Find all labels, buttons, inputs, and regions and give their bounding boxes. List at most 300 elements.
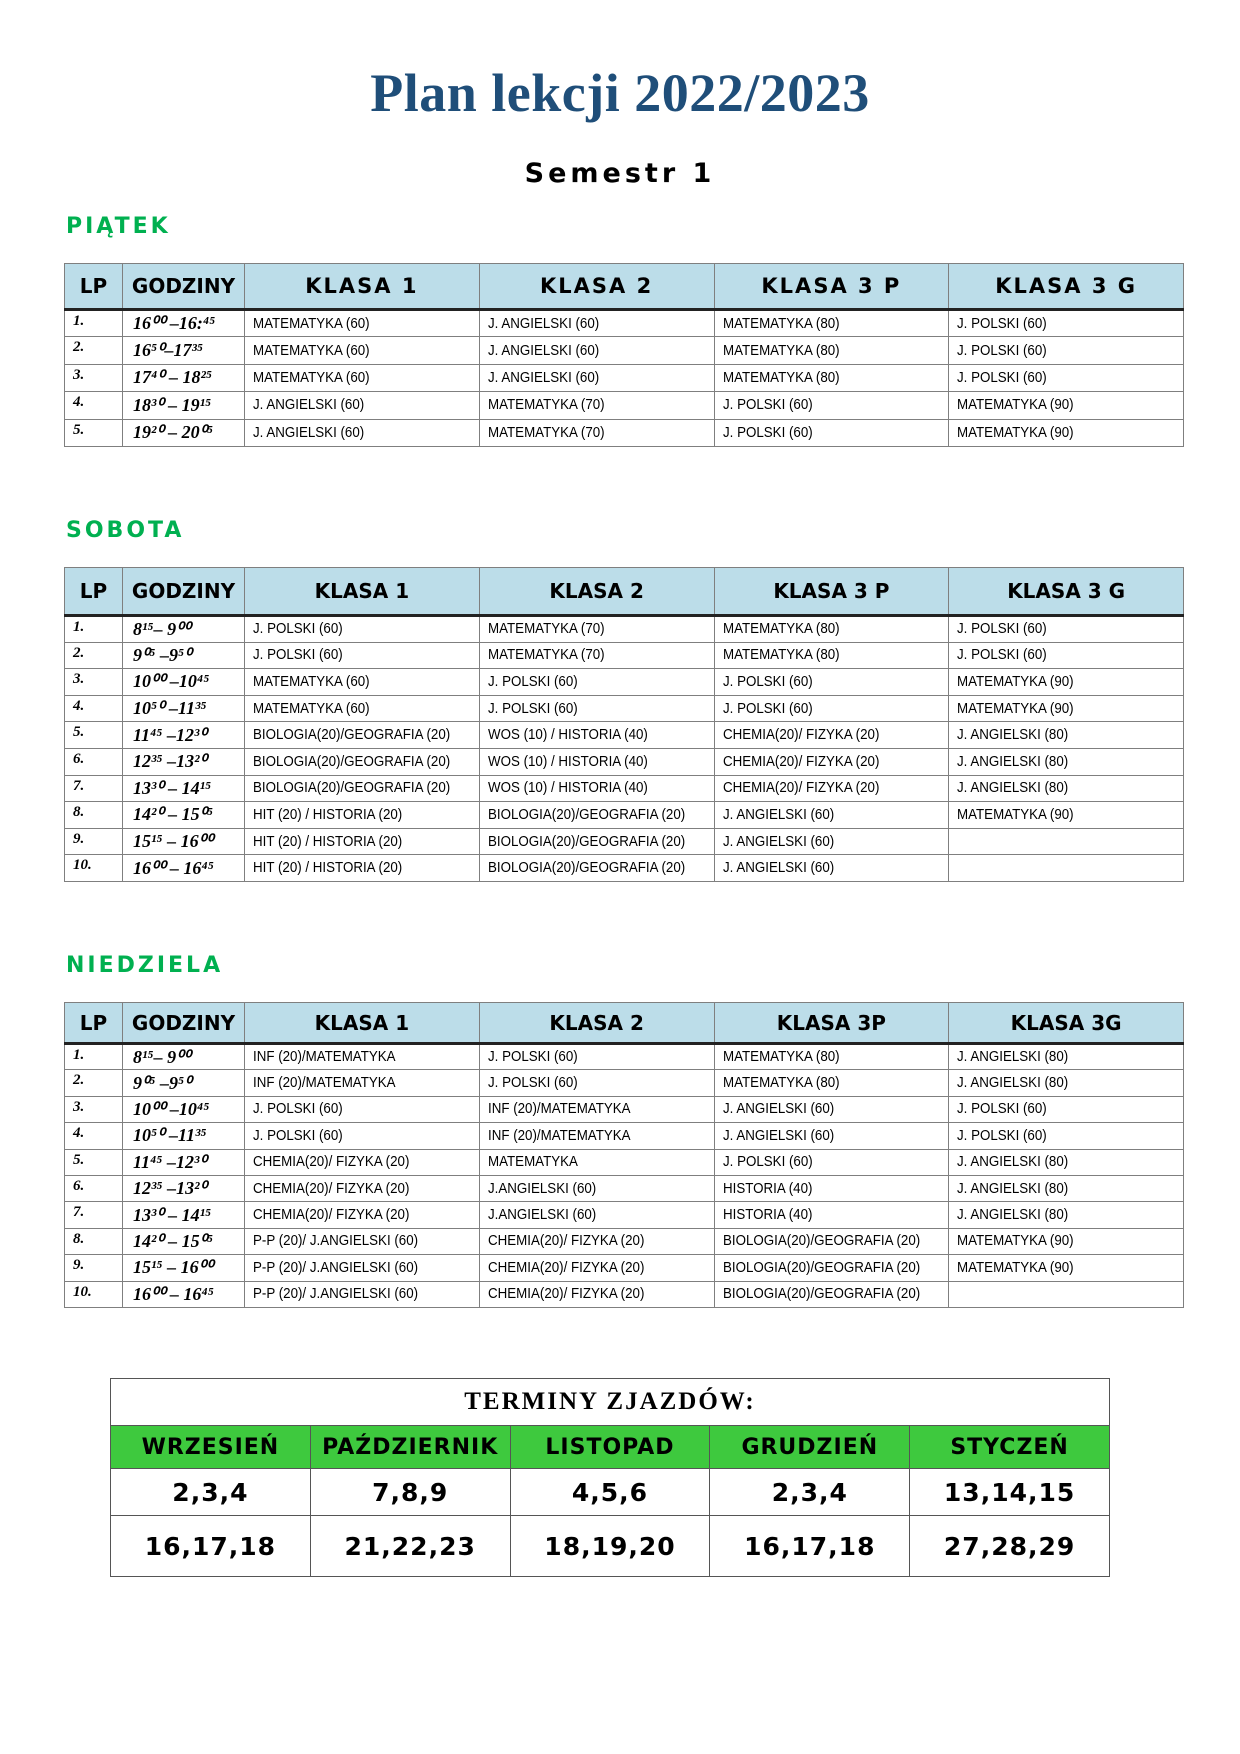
lesson-hours: 9⁰⁵ –9⁵⁰ <box>123 642 245 669</box>
subject-label: P-P (20)/ J.ANGIELSKI (60) <box>253 1286 419 1303</box>
lesson-number: 3. <box>65 669 123 696</box>
subject-cell <box>479 802 714 829</box>
subject-cell <box>245 748 480 775</box>
subject-label: MATEMATYKA (90) <box>957 700 1074 717</box>
subject-cell <box>714 802 949 829</box>
lesson-number: 5. <box>65 419 123 446</box>
subject-label: J. ANGIELSKI (80) <box>957 1207 1069 1224</box>
lesson-number: 3. <box>65 364 123 391</box>
subject-cell <box>245 802 480 829</box>
subject-label: J. ANGIELSKI (80) <box>957 1075 1069 1092</box>
column-header-klasa-3-g: KLASA 3 G <box>949 264 1184 310</box>
subject-label: CHEMIA(20)/ FIZYKA (20) <box>487 1233 645 1250</box>
subject-cell <box>714 722 949 749</box>
lesson-number: 10. <box>65 1281 123 1307</box>
lesson-number: 4. <box>65 1123 123 1149</box>
subject-label: CHEMIA(20)/ FIZYKA (20) <box>722 780 879 797</box>
column-header-klasa-2: KLASA 2 <box>479 1003 714 1044</box>
subject-label: BIOLOGIA(20)/GEOGRAFIA (20) <box>487 860 685 877</box>
subject-label: J. ANGIELSKI (60) <box>253 424 365 441</box>
lesson-hours: 16⁰⁰ – 16⁴⁵ <box>123 1281 245 1307</box>
lesson-hours: 11⁴⁵ –12³⁰ <box>123 722 245 749</box>
subject-label: J. POLSKI (60) <box>957 1101 1047 1118</box>
table-row <box>65 1149 1184 1175</box>
table-row <box>65 722 1184 749</box>
subject-label: MATEMATYKA (90) <box>957 806 1074 823</box>
subject-cell <box>245 1096 480 1122</box>
lesson-hours: 16⁰⁰ – 16⁴⁵ <box>123 855 245 882</box>
page-title: Plan lekcji 2022/2023 <box>370 63 870 123</box>
subject-label: MATEMATYKA (80) <box>722 342 840 359</box>
subject-label: CHEMIA(20)/ FIZYKA (20) <box>722 753 879 770</box>
subject-cell <box>245 310 480 337</box>
column-header-godziny: GODZINY <box>123 568 245 616</box>
subject-label: INF (20)/MATEMATYKA <box>253 1075 396 1092</box>
subject-cell <box>714 642 949 669</box>
subject-label: MATEMATYKA (80) <box>722 1049 840 1066</box>
subject-label: J. ANGIELSKI (80) <box>957 1180 1069 1197</box>
subject-cell <box>949 1044 1184 1070</box>
subject-cell <box>479 310 714 337</box>
subject-label: J. ANGIELSKI (80) <box>957 753 1069 770</box>
subject-label: MATEMATYKA (60) <box>253 369 370 386</box>
subject-label: MATEMATYKA (90) <box>957 424 1074 441</box>
lesson-hours: 10⁰⁰ –10⁴⁵ <box>123 1096 245 1122</box>
column-header-klasa-1: KLASA 1 <box>245 568 480 616</box>
column-header-klasa-3-g: KLASA 3 G <box>949 568 1184 616</box>
meeting-dates: 16,17,18 <box>111 1516 311 1577</box>
subject-cell <box>245 855 480 882</box>
subject-label: MATEMATYKA (70) <box>487 647 605 664</box>
subject-label: J. POLSKI (60) <box>957 369 1047 386</box>
lesson-hours: 14²⁰ – 15⁰⁵ <box>123 1228 245 1254</box>
subject-cell <box>479 1096 714 1122</box>
table-row <box>65 695 1184 722</box>
subject-label: MATEMATYKA (80) <box>722 1075 840 1092</box>
table-row <box>65 1096 1184 1122</box>
subject-label: J. POLSKI (60) <box>957 1127 1047 1144</box>
lesson-hours: 16⁰⁰ –16:⁴⁵ <box>123 310 245 337</box>
lesson-number: 5. <box>65 1149 123 1175</box>
subject-cell <box>245 364 480 391</box>
lesson-number: 1. <box>65 310 123 337</box>
lesson-hours: 13³⁰ – 14¹⁵ <box>123 1202 245 1228</box>
table-row <box>65 642 1184 669</box>
subject-label: J. ANGIELSKI (60) <box>722 1101 834 1118</box>
subject-cell <box>714 775 949 802</box>
subject-cell <box>949 1202 1184 1228</box>
subject-label: BIOLOGIA(20)/GEOGRAFIA (20) <box>722 1233 920 1250</box>
subject-cell <box>949 1228 1184 1254</box>
table-row <box>65 1202 1184 1228</box>
table-row <box>65 419 1184 446</box>
table-row <box>65 775 1184 802</box>
subject-label: HISTORIA (40) <box>722 1180 812 1197</box>
meeting-dates: 18,19,20 <box>510 1516 710 1577</box>
subject-cell <box>479 1281 714 1307</box>
subject-label: J. POLSKI (60) <box>253 1101 343 1118</box>
subject-cell <box>479 1149 714 1175</box>
subject-cell <box>949 642 1184 669</box>
lesson-hours: 15¹⁵ – 16⁰⁰ <box>123 828 245 855</box>
subject-cell <box>245 392 480 419</box>
table-row <box>65 669 1184 696</box>
subject-cell <box>245 1123 480 1149</box>
subject-cell <box>245 695 480 722</box>
column-header-lp: LP <box>65 568 123 616</box>
subject-label: J. POLSKI (60) <box>487 700 578 717</box>
table-row <box>65 802 1184 829</box>
subject-label: J. POLSKI (60) <box>253 1127 343 1144</box>
subject-label: J. ANGIELSKI (60) <box>487 342 599 359</box>
lesson-number: 2. <box>65 642 123 669</box>
subject-label: BIOLOGIA(20)/GEOGRAFIA (20) <box>487 806 685 823</box>
semester-label: Semestr 1 <box>524 158 716 189</box>
table-row <box>65 1044 1184 1070</box>
table-row <box>65 1175 1184 1201</box>
terms-table <box>110 1378 1110 1577</box>
subject-cell <box>245 1281 480 1307</box>
table-row <box>65 310 1184 337</box>
subject-cell <box>245 337 480 364</box>
subject-cell <box>949 748 1184 775</box>
subject-label: J. ANGIELSKI (60) <box>487 315 599 332</box>
lesson-number: 5. <box>65 722 123 749</box>
subject-label: J. ANGIELSKI (60) <box>722 833 834 850</box>
subject-cell <box>714 1070 949 1096</box>
subject-cell <box>949 310 1184 337</box>
subject-label: CHEMIA(20)/ FIZYKA (20) <box>253 1180 410 1197</box>
subject-cell <box>949 392 1184 419</box>
subject-label: INF (20)/MATEMATYKA <box>487 1101 631 1118</box>
subject-label: J. ANGIELSKI (80) <box>957 727 1069 744</box>
subject-label: J. POLSKI (60) <box>253 647 343 664</box>
subject-cell <box>479 695 714 722</box>
subject-cell <box>714 1202 949 1228</box>
subject-label: MATEMATYKA (70) <box>487 424 605 441</box>
lesson-number: 8. <box>65 1228 123 1254</box>
subject-cell <box>949 1149 1184 1175</box>
month-header-wrzesien: WRZESIEŃ <box>111 1426 311 1469</box>
lesson-number: 6. <box>65 748 123 775</box>
lesson-hours: 17⁴⁰ – 18²⁵ <box>123 364 245 391</box>
subject-cell <box>714 419 949 446</box>
subject-cell <box>479 616 714 643</box>
subject-cell <box>245 616 480 643</box>
subject-cell <box>479 855 714 882</box>
meeting-dates: 7,8,9 <box>310 1469 510 1516</box>
column-header-godziny: GODZINY <box>123 1003 245 1044</box>
subject-label: J. ANGIELSKI (80) <box>957 1049 1069 1066</box>
subject-label: J. POLSKI (60) <box>487 1049 578 1066</box>
subject-cell <box>949 669 1184 696</box>
meeting-dates: 2,3,4 <box>111 1469 311 1516</box>
subject-label: J. POLSKI (60) <box>957 315 1047 332</box>
subject-cell <box>949 616 1184 643</box>
subject-cell <box>714 1255 949 1281</box>
lesson-number: 2. <box>65 337 123 364</box>
subject-cell <box>714 1175 949 1201</box>
subject-cell <box>949 775 1184 802</box>
subject-cell <box>479 419 714 446</box>
subject-label: MATEMATYKA (80) <box>722 369 840 386</box>
subject-cell <box>714 1149 949 1175</box>
month-header-styczen: STYCZEŃ <box>910 1426 1110 1469</box>
month-header-pazdziernik: PAŹDZIERNIK <box>310 1426 510 1469</box>
column-header-godziny: GODZINY <box>123 264 245 310</box>
subject-cell <box>245 1255 480 1281</box>
lesson-hours: 13³⁰ – 14¹⁵ <box>123 775 245 802</box>
subject-label: WOS (10) / HISTORIA (40) <box>487 780 648 797</box>
subject-cell <box>479 669 714 696</box>
month-header-grudzien: GRUDZIEŃ <box>710 1426 910 1469</box>
subject-cell <box>714 616 949 643</box>
subject-cell <box>714 1228 949 1254</box>
column-header-klasa-1: KLASA 1 <box>245 1003 480 1044</box>
subject-cell <box>714 337 949 364</box>
column-header-klasa-3g: KLASA 3G <box>949 1003 1184 1044</box>
lesson-number: 1. <box>65 616 123 643</box>
subject-label: INF (20)/MATEMATYKA <box>253 1049 396 1066</box>
lesson-hours: 11⁴⁵ –12³⁰ <box>123 1149 245 1175</box>
schedule-table-piatek <box>64 263 1184 447</box>
lesson-hours: 8¹⁵– 9⁰⁰ <box>123 616 245 643</box>
subject-label: J. POLSKI (60) <box>722 1154 813 1171</box>
table-row <box>65 337 1184 364</box>
lesson-number: 10. <box>65 855 123 882</box>
subject-cell <box>479 1123 714 1149</box>
subject-cell <box>714 364 949 391</box>
subject-cell <box>949 855 1184 882</box>
table-row <box>65 1123 1184 1149</box>
table-row <box>65 364 1184 391</box>
table-row <box>65 828 1184 855</box>
subject-label: CHEMIA(20)/ FIZYKA (20) <box>487 1286 645 1303</box>
subject-label: WOS (10) / HISTORIA (40) <box>487 753 648 770</box>
subject-label: CHEMIA(20)/ FIZYKA (20) <box>722 727 879 744</box>
subject-cell <box>714 748 949 775</box>
subject-label: BIOLOGIA(20)/GEOGRAFIA (20) <box>253 753 451 770</box>
subject-label: BIOLOGIA(20)/GEOGRAFIA (20) <box>722 1286 920 1303</box>
subject-cell <box>245 1175 480 1201</box>
subject-label: J. ANGIELSKI (60) <box>722 860 834 877</box>
subject-cell <box>479 722 714 749</box>
lesson-number: 3. <box>65 1096 123 1122</box>
subject-cell <box>714 828 949 855</box>
lesson-number: 2. <box>65 1070 123 1096</box>
subject-label: MATEMATYKA (60) <box>253 673 370 690</box>
lesson-hours: 15¹⁵ – 16⁰⁰ <box>123 1255 245 1281</box>
meeting-dates: 16,17,18 <box>710 1516 910 1577</box>
subject-cell <box>245 722 480 749</box>
subject-label: P-P (20)/ J.ANGIELSKI (60) <box>253 1233 419 1250</box>
subject-label: J. ANGIELSKI (80) <box>957 780 1069 797</box>
subject-cell <box>714 310 949 337</box>
subject-cell <box>479 1255 714 1281</box>
schedule-table-niedziela <box>64 1002 1184 1308</box>
subject-cell <box>949 722 1184 749</box>
table-row <box>65 1228 1184 1254</box>
subject-label: MATEMATYKA (70) <box>487 397 605 414</box>
lesson-hours: 10⁰⁰ –10⁴⁵ <box>123 669 245 696</box>
subject-cell <box>245 419 480 446</box>
lesson-hours: 14²⁰ – 15⁰⁵ <box>123 802 245 829</box>
column-header-klasa-3p: KLASA 3P <box>714 1003 949 1044</box>
subject-cell <box>949 337 1184 364</box>
subject-cell <box>245 828 480 855</box>
subject-label: J. POLSKI (60) <box>722 700 813 717</box>
subject-label: BIOLOGIA(20)/GEOGRAFIA (20) <box>487 833 685 850</box>
subject-label: J. ANGIELSKI (60) <box>722 1127 834 1144</box>
day-heading-piatek: PIĄTEK <box>66 214 171 239</box>
subject-label: INF (20)/MATEMATYKA <box>487 1127 631 1144</box>
subject-label: HIT (20) / HISTORIA (20) <box>253 860 403 877</box>
subject-label: MATEMATYKA (90) <box>957 1233 1074 1250</box>
lesson-number: 7. <box>65 1202 123 1228</box>
subject-cell <box>714 1096 949 1122</box>
subject-cell <box>479 1044 714 1070</box>
subject-cell <box>949 1281 1184 1307</box>
column-header-klasa-1: KLASA 1 <box>245 264 480 310</box>
subject-label: P-P (20)/ J.ANGIELSKI (60) <box>253 1259 419 1276</box>
subject-label: WOS (10) / HISTORIA (40) <box>487 727 648 744</box>
subject-label: J. POLSKI (60) <box>957 342 1047 359</box>
lesson-number: 4. <box>65 695 123 722</box>
meeting-dates: 13,14,15 <box>910 1469 1110 1516</box>
subject-cell <box>245 1044 480 1070</box>
table-row <box>65 1281 1184 1307</box>
subject-cell <box>949 1123 1184 1149</box>
table-row <box>65 1070 1184 1096</box>
lesson-number: 9. <box>65 828 123 855</box>
subject-label: HIT (20) / HISTORIA (20) <box>253 833 403 850</box>
subject-cell <box>714 1044 949 1070</box>
subject-label: CHEMIA(20)/ FIZYKA (20) <box>487 1259 645 1276</box>
subject-cell <box>949 1175 1184 1201</box>
column-header-klasa-2: KLASA 2 <box>479 568 714 616</box>
subject-cell <box>714 855 949 882</box>
subject-cell <box>479 1202 714 1228</box>
lesson-hours: 10⁵⁰ –11³⁵ <box>123 695 245 722</box>
subject-label: J.ANGIELSKI (60) <box>487 1207 596 1224</box>
subject-label: J. POLSKI (60) <box>957 621 1047 638</box>
day-heading-sobota: SOBOTA <box>66 518 185 543</box>
subject-label: HISTORIA (40) <box>722 1207 812 1224</box>
subject-cell <box>479 364 714 391</box>
terms-title: TERMINY ZJAZDÓW: <box>111 1379 1110 1426</box>
meeting-dates: 4,5,6 <box>510 1469 710 1516</box>
subject-cell <box>714 1123 949 1149</box>
lesson-hours: 18³⁰ – 19¹⁵ <box>123 392 245 419</box>
subject-label: J. POLSKI (60) <box>253 621 343 638</box>
subject-label: MATEMATYKA (80) <box>722 315 840 332</box>
subject-label: J. ANGIELSKI (60) <box>253 397 365 414</box>
subject-label: MATEMATYKA (90) <box>957 673 1074 690</box>
subject-cell <box>949 419 1184 446</box>
meeting-dates: 2,3,4 <box>710 1469 910 1516</box>
subject-cell <box>479 1228 714 1254</box>
subject-label: HIT (20) / HISTORIA (20) <box>253 806 403 823</box>
subject-label: MATEMATYKA (60) <box>253 315 370 332</box>
meeting-dates: 21,22,23 <box>310 1516 510 1577</box>
table-row <box>65 616 1184 643</box>
table-row <box>65 748 1184 775</box>
lesson-hours: 19²⁰ – 20⁰⁵ <box>123 419 245 446</box>
lesson-hours: 8¹⁵– 9⁰⁰ <box>123 1044 245 1070</box>
column-header-klasa-3-p: KLASA 3 P <box>714 264 949 310</box>
subject-label: BIOLOGIA(20)/GEOGRAFIA (20) <box>253 727 451 744</box>
subject-cell <box>479 748 714 775</box>
lesson-hours: 9⁰⁵ –9⁵⁰ <box>123 1070 245 1096</box>
terms-section <box>110 1378 1110 1577</box>
subject-label: MATEMATYKA (80) <box>722 647 840 664</box>
subject-cell <box>714 669 949 696</box>
subject-cell <box>479 828 714 855</box>
subject-label: MATEMATYKA (70) <box>487 621 605 638</box>
subject-label: MATEMATYKA <box>487 1154 578 1171</box>
lesson-number: 4. <box>65 392 123 419</box>
subject-label: BIOLOGIA(20)/GEOGRAFIA (20) <box>722 1259 920 1276</box>
subject-cell <box>245 1070 480 1096</box>
subject-label: J. POLSKI (60) <box>722 424 813 441</box>
subject-cell <box>479 392 714 419</box>
subject-cell <box>245 775 480 802</box>
table-row <box>65 392 1184 419</box>
subject-label: MATEMATYKA (60) <box>253 700 370 717</box>
subject-label: J. POLSKI (60) <box>487 673 578 690</box>
column-header-klasa-3-p: KLASA 3 P <box>714 568 949 616</box>
subject-cell <box>949 828 1184 855</box>
subject-cell <box>949 1255 1184 1281</box>
subject-cell <box>245 642 480 669</box>
column-header-lp: LP <box>65 264 123 310</box>
lesson-hours: 10⁵⁰ –11³⁵ <box>123 1123 245 1149</box>
subject-label: MATEMATYKA (80) <box>722 621 840 638</box>
table-row <box>65 855 1184 882</box>
subject-label: MATEMATYKA (90) <box>957 397 1074 414</box>
subject-label: MATEMATYKA (60) <box>253 342 370 359</box>
subject-label: J. POLSKI (60) <box>487 1075 578 1092</box>
lesson-hours: 12³⁵ –13²⁰ <box>123 748 245 775</box>
subject-cell <box>714 392 949 419</box>
subject-label: J. POLSKI (60) <box>722 673 813 690</box>
subject-cell <box>245 1149 480 1175</box>
subject-label: J. POLSKI (60) <box>722 397 813 414</box>
subject-cell <box>949 802 1184 829</box>
subject-cell <box>949 1096 1184 1122</box>
subject-label: CHEMIA(20)/ FIZYKA (20) <box>253 1154 410 1171</box>
day-heading-niedziela: NIEDZIELA <box>66 953 224 978</box>
column-header-klasa-2: KLASA 2 <box>479 264 714 310</box>
lesson-hours: 12³⁵ –13²⁰ <box>123 1175 245 1201</box>
lesson-number: 7. <box>65 775 123 802</box>
lesson-number: 6. <box>65 1175 123 1201</box>
subject-cell <box>714 695 949 722</box>
subject-cell <box>479 642 714 669</box>
table-row <box>65 1255 1184 1281</box>
column-header-lp: LP <box>65 1003 123 1044</box>
subject-cell <box>479 775 714 802</box>
subject-label: MATEMATYKA (90) <box>957 1259 1074 1276</box>
subject-cell <box>479 337 714 364</box>
subject-cell <box>479 1175 714 1201</box>
subject-label: BIOLOGIA(20)/GEOGRAFIA (20) <box>253 780 451 797</box>
subject-label: J.ANGIELSKI (60) <box>487 1180 596 1197</box>
subject-cell <box>245 669 480 696</box>
lesson-number: 1. <box>65 1044 123 1070</box>
subject-cell <box>245 1228 480 1254</box>
month-header-listopad: LISTOPAD <box>510 1426 710 1469</box>
